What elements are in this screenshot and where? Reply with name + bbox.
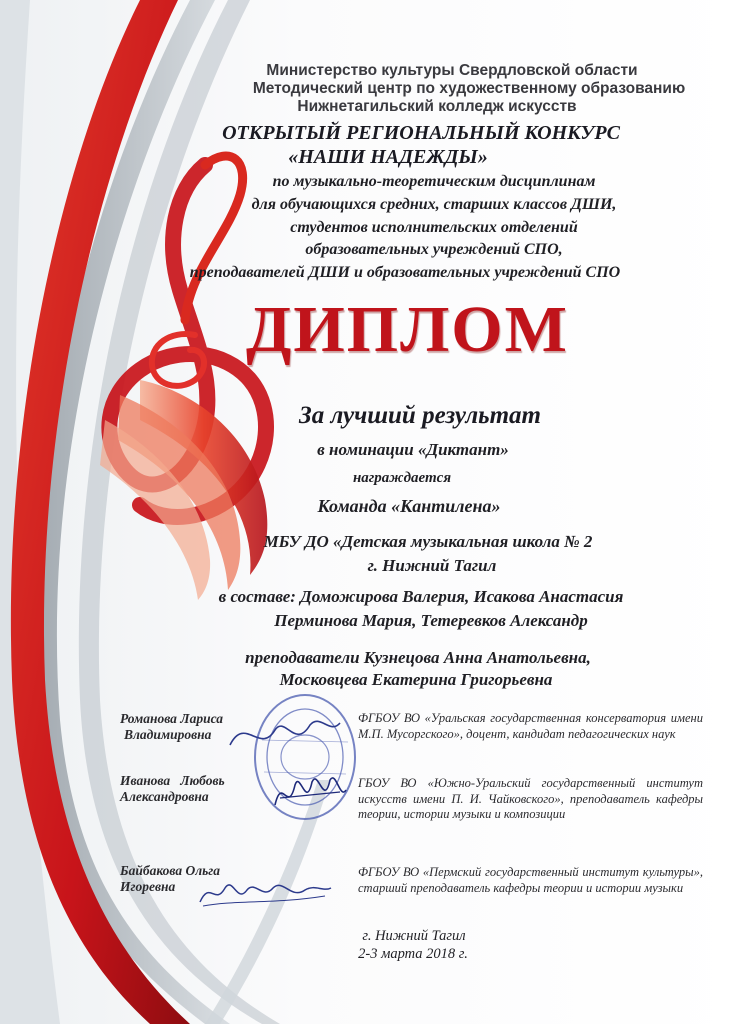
contest-desc-2: для обучающихся средних, старших классов ДШИ, — [251, 196, 617, 213]
treble-clef-swirl-icon — [100, 156, 267, 600]
jury-3-description: ФГБОУ ВО «Пермский государственный институт культуры», старший преподаватель кафедры теории и истории музыки — [358, 865, 703, 895]
school-city: г. Нижний Тагил — [367, 556, 497, 575]
signature-3-icon — [195, 870, 335, 915]
jury-2-description: ГБОУ ВО «Южно-Уральский государственный институт искусств имени П. И. Чайковского», преподаватель кафедры теории, истории музыки и композиции — [358, 776, 703, 821]
teachers-1: преподаватели Кузнецова Анна Анатольевна, — [245, 648, 591, 667]
jury-1-name: Романова Лариса Владимировна — [120, 711, 223, 742]
contest-desc-5: преподавателей ДШИ и образовательных учреждений СПО — [189, 264, 621, 281]
college-line: Нижнетагильский колледж искусств — [297, 98, 577, 115]
jury-1-description: ФГБОУ ВО «Уральская государственная консерватория имени М.П. Мусоргского», доцент, кандидат педагогических наук — [358, 711, 703, 741]
ministry-line: Министерство культуры Свердловской области — [266, 62, 638, 79]
contest-desc-4: образовательных учреждений СПО, — [305, 241, 563, 258]
jury-3-name: Байбакова Ольга Игоревна — [120, 863, 221, 894]
school-name: МБУ ДО «Детская музыкальная школа № 2 — [263, 532, 593, 551]
footer-city: г. Нижний Тагил — [362, 928, 466, 944]
team-name: Команда «Кантилена» — [317, 496, 501, 516]
signature-1-icon — [225, 705, 345, 765]
footer-date: 2-3 марта 2018 г. — [358, 946, 468, 962]
signature-2-icon — [270, 770, 350, 820]
contest-name: «НАШИ НАДЕЖДЫ» — [288, 146, 488, 168]
awarded-label: награждается — [352, 470, 452, 486]
team-members-2: Перминова Мария, Тетеревков Александр — [274, 611, 588, 630]
jury-2-name: Иванова Любовь Александровна — [120, 773, 225, 804]
award-nomination: в номинации «Диктант» — [317, 440, 509, 459]
contest-title: ОТКРЫТЫЙ РЕГИОНАЛЬНЫЙ КОНКУРС — [222, 122, 620, 144]
teachers-2: Московцева Екатерина Григорьевна — [279, 670, 553, 689]
award-result: За лучший результат — [299, 402, 541, 429]
methodical-center-line: Методический центр по художественному образованию — [252, 80, 686, 97]
contest-desc-3: студентов исполнительских отделений — [290, 219, 578, 236]
diploma-title: ДИПЛОМ — [246, 293, 569, 366]
team-members-1: в составе: Доможирова Валерия, Исакова Анастасия — [218, 587, 624, 606]
contest-desc-1: по музыкально-теоретическим дисциплинам — [272, 173, 596, 190]
